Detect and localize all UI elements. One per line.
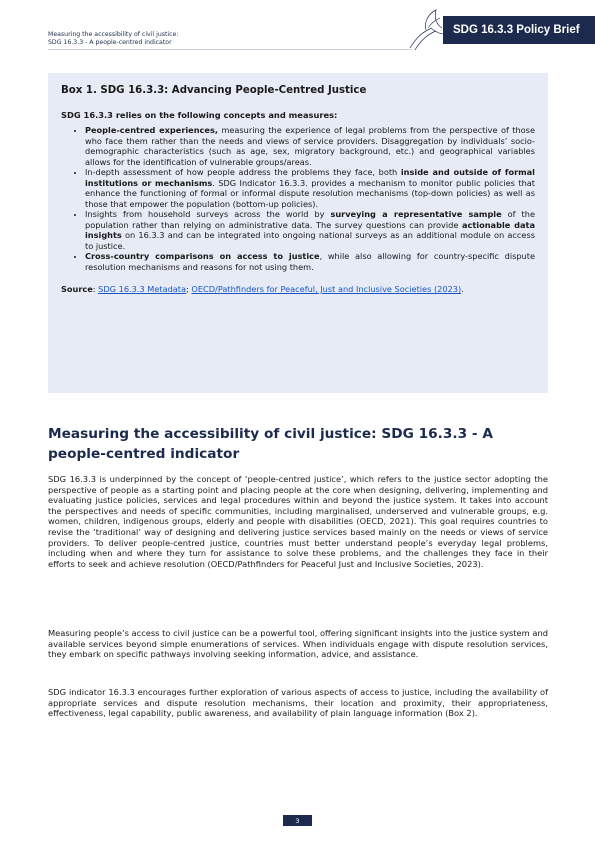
list-item: • People-centred experiences, measuring the experience of legal problems from the perspective of those who face them rather than the needs and views of service providers. Disaggregation by individuals’ socio-demographic characteristics (such as age, sex, migratory background, etc.) and geographical variables allows for the identification of vulnerable groups/areas. [85,125,535,167]
pathfinders-link[interactable]: OECD/Pathfinders for Peaceful, Just and Inclusive Societies (2023) [191,284,462,294]
policy-brief-badge: SDG 16.3.3 Policy Brief [443,16,595,44]
body-paragraph: SDG indicator 16.3.3 encourages further exploration of various aspects of access to justice, including the availability of appropriate services and dispute resolution mechanisms, their location and proximity, their appropriateness, effectiveness, legal capability, public awareness, and availability of plain language information (Box 2). [48,687,548,719]
box-subtitle: SDG 16.3.3 relies on the following concepts and measures: [61,110,338,120]
box-title: Box 1. SDG 16.3.3: Advancing People-Centred Justice [61,85,367,96]
info-box [48,73,548,393]
running-header-line-2: SDG 16.3.3 - A people-centred indicator [48,39,172,46]
dove-icon [406,8,446,52]
page-number: 3 [283,815,312,826]
metadata-link[interactable]: SDG 16.3.3 Metadata [98,284,187,294]
box-bullet-list [61,125,535,272]
list-item: • In-depth assessment of how people address the problems they face, both inside and outside of formal institutions or mechanisms. SDG Indicator 16.3.3. provides a mechanism to monitor public policies that enhance the functioning of formal or informal dispute resolution mechanisms (top-down policies) as well as those that empower the population (bottom-up policies). [85,167,535,209]
running-header [48,31,178,47]
list-item: • Insights from household surveys across the world by surveying a representative sample of the population rather than relying on administrative data. The survey questions can provide actionable data insights on 16.3.3 and can be integrated into ongoing national surveys as an additional module on access to justice. [85,209,535,251]
body-paragraph: Measuring people’s access to civil justice can be a powerful tool, offering significant insights into the justice system and available services beyond simple enumerations of services. When individuals engage with dispute resolution services, they embark on specific pathways involving seeking information, advice, and assistance. [48,628,548,660]
box-source: Source: SDG 16.3.3 Metadata; OECD/Pathfinders for Peaceful, Just and Inclusive Societies (2023). [61,284,464,294]
list-item: • Cross-country comparisons on access to justice, while also allowing for country-specific dispute resolution mechanisms and reasons for not using them. [85,251,535,272]
body-paragraph: SDG 16.3.3 is underpinned by the concept of ‘people-centred justice’, which refers to the justice sector adopting the perspective of people as a starting point and placing people at the core when designing, delivering, implementing and evaluating justice policies, services and legal procedures within and beyond the justice system. It takes into account the perspectives and needs of specific communities, including marginalised, underserved and vulnerable groups, e.g. women, children, indigenous groups, elderly and people with disabilities (OECD, 2021). This goal requires countries to revise the ‘traditional’ way of designing and delivering justice services based mainly on the needs or views of service providers. To deliver people-centred justice, countries must better understand people’s everyday legal problems, including when and where they turn for assistance to solve these problems, and the challenges they face in their efforts to seek and achieve resolution (OECD/Pathfinders for Peaceful Just and Inclusive Societies, 2023). [48,474,548,569]
section-heading: Measuring the accessibility of civil justice: SDG 16.3.3 - A people-centred indicator [48,426,493,462]
running-header-line-1: Measuring the accessibility of civil justice: [48,31,179,38]
header-divider [48,49,412,50]
